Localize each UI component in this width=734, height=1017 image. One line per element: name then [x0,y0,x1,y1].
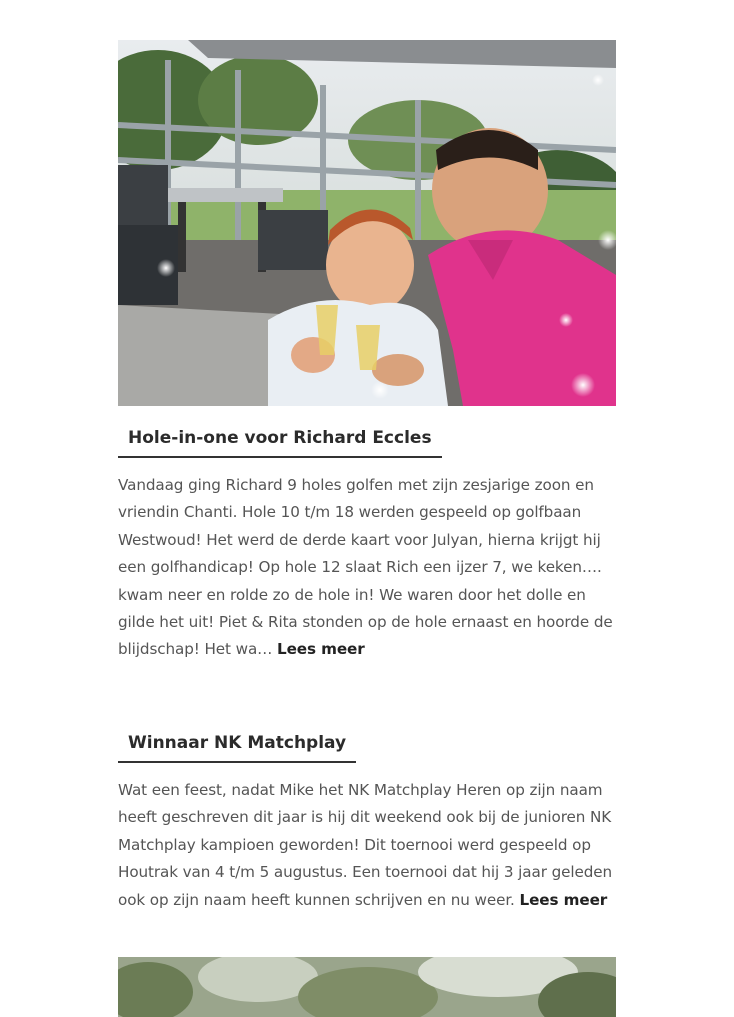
read-more-link[interactable]: Lees meer [277,640,365,659]
post-excerpt-text: Wat een feest, nadat Mike het NK Matchplay Heren op zijn naam heeft geschreven dit jaar is hij dit weekend ook bij de junioren NK Matchplay kampioen geworden! Dit toernooi werd gespeeld op Houtrak van 4 t/m 5 augustus. Een toernooi dat hij 3 jaar geleden ook op zijn naam heeft kunnen schrijven en nu weer. [118,781,613,909]
post-photo-partial [118,957,616,1017]
post-excerpt [118,472,616,664]
golf-terrace-photo [118,40,616,406]
blog-post [118,957,616,1017]
read-more-link[interactable]: Lees meer [519,890,608,909]
post-excerpt-text: Vandaag ging Richard 9 holes golfen met zijn zesjarige zoon en vriendin Chanti. Hole 10 t/m 18 werden gespeeld op golfbaan Westwoud! Het werd de derde kaart voor Julyan, hierna krijgt hij een golfhandicap! Op hole 12 slaat Rich een ijzer 7, we keken…. kwam neer en rolde zo de hole in! We waren door het dolle en gilde het uit! Piet & Rita stonden op de hole ernaast en hoorde de blijdschap! Het wa… [118,476,613,659]
blog-post [118,731,616,914]
post-photo[interactable] [118,40,616,406]
post-title[interactable]: Winnaar NK Matchplay [118,731,356,763]
blog-post [118,40,616,664]
post-title[interactable]: Hole-in-one voor Richard Eccles [118,426,442,458]
post-excerpt [118,777,616,914]
post-photo[interactable] [118,957,616,1017]
